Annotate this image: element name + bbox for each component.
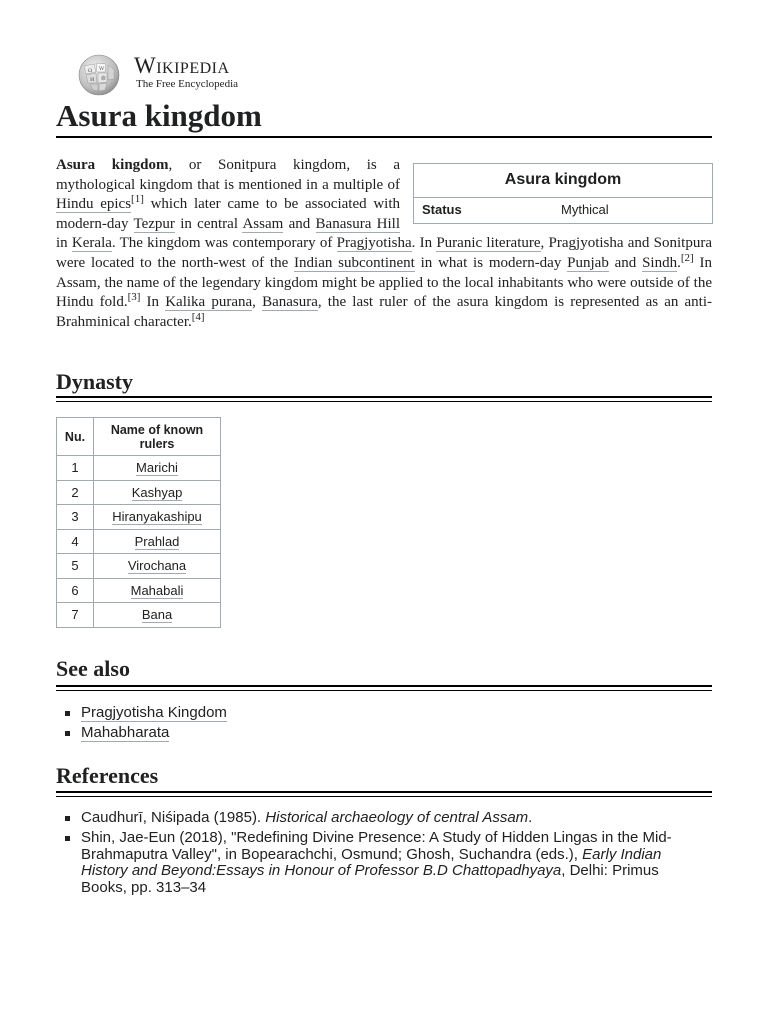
table-row xyxy=(57,578,221,603)
section-heading-references: References xyxy=(56,763,159,788)
table-header-row xyxy=(57,418,221,456)
table-row xyxy=(57,480,221,505)
reference-title: Early Indian History and Beyond:Essays in Honour of Professor B.D Chattopadhyaya xyxy=(81,845,662,879)
lead-text: in what is modern-day xyxy=(414,254,568,271)
cell-name xyxy=(94,603,221,628)
see-also-list xyxy=(56,705,696,745)
reference-title: Historical archaeology of central Assam xyxy=(265,809,529,826)
infobox xyxy=(413,163,713,224)
section-heading-see-also: See also xyxy=(56,656,130,681)
link-pragjyotisha[interactable]: Pragjyotisha xyxy=(336,235,412,252)
infobox-row xyxy=(414,198,712,223)
infobox-label: Status xyxy=(422,202,462,217)
infobox-value: Mythical xyxy=(561,202,609,217)
lead-text: in central xyxy=(174,215,243,232)
lead-text: , Pragjyotisha and Sonitpura were located to the north-west of the xyxy=(56,235,713,271)
column-header-name: Name of known rulers xyxy=(94,418,221,456)
see-also-link-pragjyotisha-kingdom[interactable]: Pragjyotisha Kingdom xyxy=(81,704,227,721)
link-punjab[interactable]: Punjab xyxy=(567,254,609,271)
tagline: The Free Encyclopedia xyxy=(136,78,239,90)
bold-term: Asura kingdom xyxy=(56,157,169,173)
ruler-link[interactable]: Kashyap xyxy=(131,484,183,500)
reference-item xyxy=(56,830,696,896)
dynasty-table xyxy=(56,417,221,628)
lead-text: . The kingdom was contemporary of xyxy=(111,235,337,252)
link-banasura-hill[interactable]: Banasura Hill xyxy=(315,215,400,232)
ruler-link[interactable]: Virochana xyxy=(127,558,187,574)
cell-name xyxy=(94,529,221,554)
ref-2[interactable]: [2] xyxy=(680,251,694,264)
svg-text:維: 維 xyxy=(101,76,107,82)
table-row xyxy=(57,505,221,530)
link-kalika-purana[interactable]: Kalika purana xyxy=(165,294,253,311)
link-hindu-epics[interactable]: Hindu epics xyxy=(56,196,132,213)
cell-nu: 4 xyxy=(57,529,94,554)
cell-nu: 3 xyxy=(57,505,94,530)
cell-name xyxy=(94,480,221,505)
table-row xyxy=(57,603,221,628)
cell-nu: 2 xyxy=(57,480,94,505)
lead-text: In xyxy=(140,294,166,311)
ruler-link[interactable]: Marichi xyxy=(136,460,178,476)
cell-nu: 6 xyxy=(57,578,94,603)
ruler-link[interactable]: Prahlad xyxy=(134,533,180,549)
reference-text: Shin, Jae-Eun (2018), "Redefining Divine Presence: A Study of Hidden Lingas in the Mid-Brahmaputra Valley", in Bopearachchi, Osmund; Ghosh, Suchandra (eds.), xyxy=(81,829,672,863)
cell-name xyxy=(94,578,221,603)
table-row xyxy=(57,456,221,481)
link-banasura[interactable]: Banasura xyxy=(262,294,318,311)
list-item xyxy=(56,705,696,722)
lead-text: , or Sonitpura kingdom, is a mythological kingdom that is mentioned in a multiple of xyxy=(56,157,400,193)
cell-nu: 1 xyxy=(57,456,94,481)
lead-text: and xyxy=(608,254,643,271)
lead-text: , the last ruler of the asura kingdom is represented as an anti-Brahminical character. xyxy=(56,294,713,330)
svg-text:W: W xyxy=(99,66,105,72)
lead-text: and xyxy=(283,215,316,232)
link-indian-subcontinent[interactable]: Indian subcontinent xyxy=(294,254,415,271)
lead-text: which later came to be associated with modern-day xyxy=(56,196,400,232)
reference-end: , Delhi: Primus Books, pp. 313–34 xyxy=(81,862,659,896)
table-row xyxy=(57,529,221,554)
ruler-link[interactable]: Hiranyakashipu xyxy=(112,509,202,525)
ruler-link[interactable]: Mahabali xyxy=(130,582,184,598)
reference-item xyxy=(56,810,696,827)
link-tezpur[interactable]: Tezpur xyxy=(133,215,175,232)
wikipedia-logo[interactable] xyxy=(74,50,314,100)
cell-name xyxy=(94,554,221,579)
section-rule xyxy=(56,396,712,402)
cell-nu: 5 xyxy=(57,554,94,579)
cell-name xyxy=(94,456,221,481)
cell-name xyxy=(94,505,221,530)
section-heading-dynasty: Dynasty xyxy=(56,369,134,394)
link-sindh[interactable]: Sindh xyxy=(642,254,678,271)
section-rule xyxy=(56,685,712,691)
svg-text:И: И xyxy=(90,77,95,83)
column-header-nu: Nu. xyxy=(57,418,94,456)
wordmark: Wikipedia xyxy=(134,53,230,78)
section-rule xyxy=(56,791,712,797)
ruler-link[interactable]: Bana xyxy=(141,607,173,623)
lead-text: . In xyxy=(411,235,437,252)
list-item xyxy=(56,725,696,742)
ref-3[interactable]: [3] xyxy=(127,291,141,304)
table-row xyxy=(57,554,221,579)
lead-text: in xyxy=(56,235,72,252)
reference-author: Caudhurī, Niśipada (1985). xyxy=(81,809,266,826)
wikipedia-globe-icon xyxy=(74,52,124,96)
link-assam[interactable]: Assam xyxy=(242,215,284,232)
lead-text: In Assam, the name of the legendary kingdom might be applied to the local inhabitants who were outside of the Hindu fold. xyxy=(56,254,712,311)
reference-end: . xyxy=(528,809,533,826)
svg-text:Ω: Ω xyxy=(88,68,93,74)
see-also-link-mahabharata[interactable]: Mahabharata xyxy=(81,724,170,741)
references-list xyxy=(56,810,696,900)
infobox-title: Asura kingdom xyxy=(414,164,712,198)
ref-4[interactable]: [4] xyxy=(191,310,205,323)
lead-text: , xyxy=(252,294,263,311)
lead-text: . xyxy=(677,254,681,271)
ref-1[interactable]: [1] xyxy=(131,193,144,206)
cell-nu: 7 xyxy=(57,603,94,628)
link-puranic-literature[interactable]: Puranic literature xyxy=(436,235,541,252)
link-kerala[interactable]: Kerala xyxy=(71,235,112,252)
page-title: Asura kingdom xyxy=(56,96,712,138)
